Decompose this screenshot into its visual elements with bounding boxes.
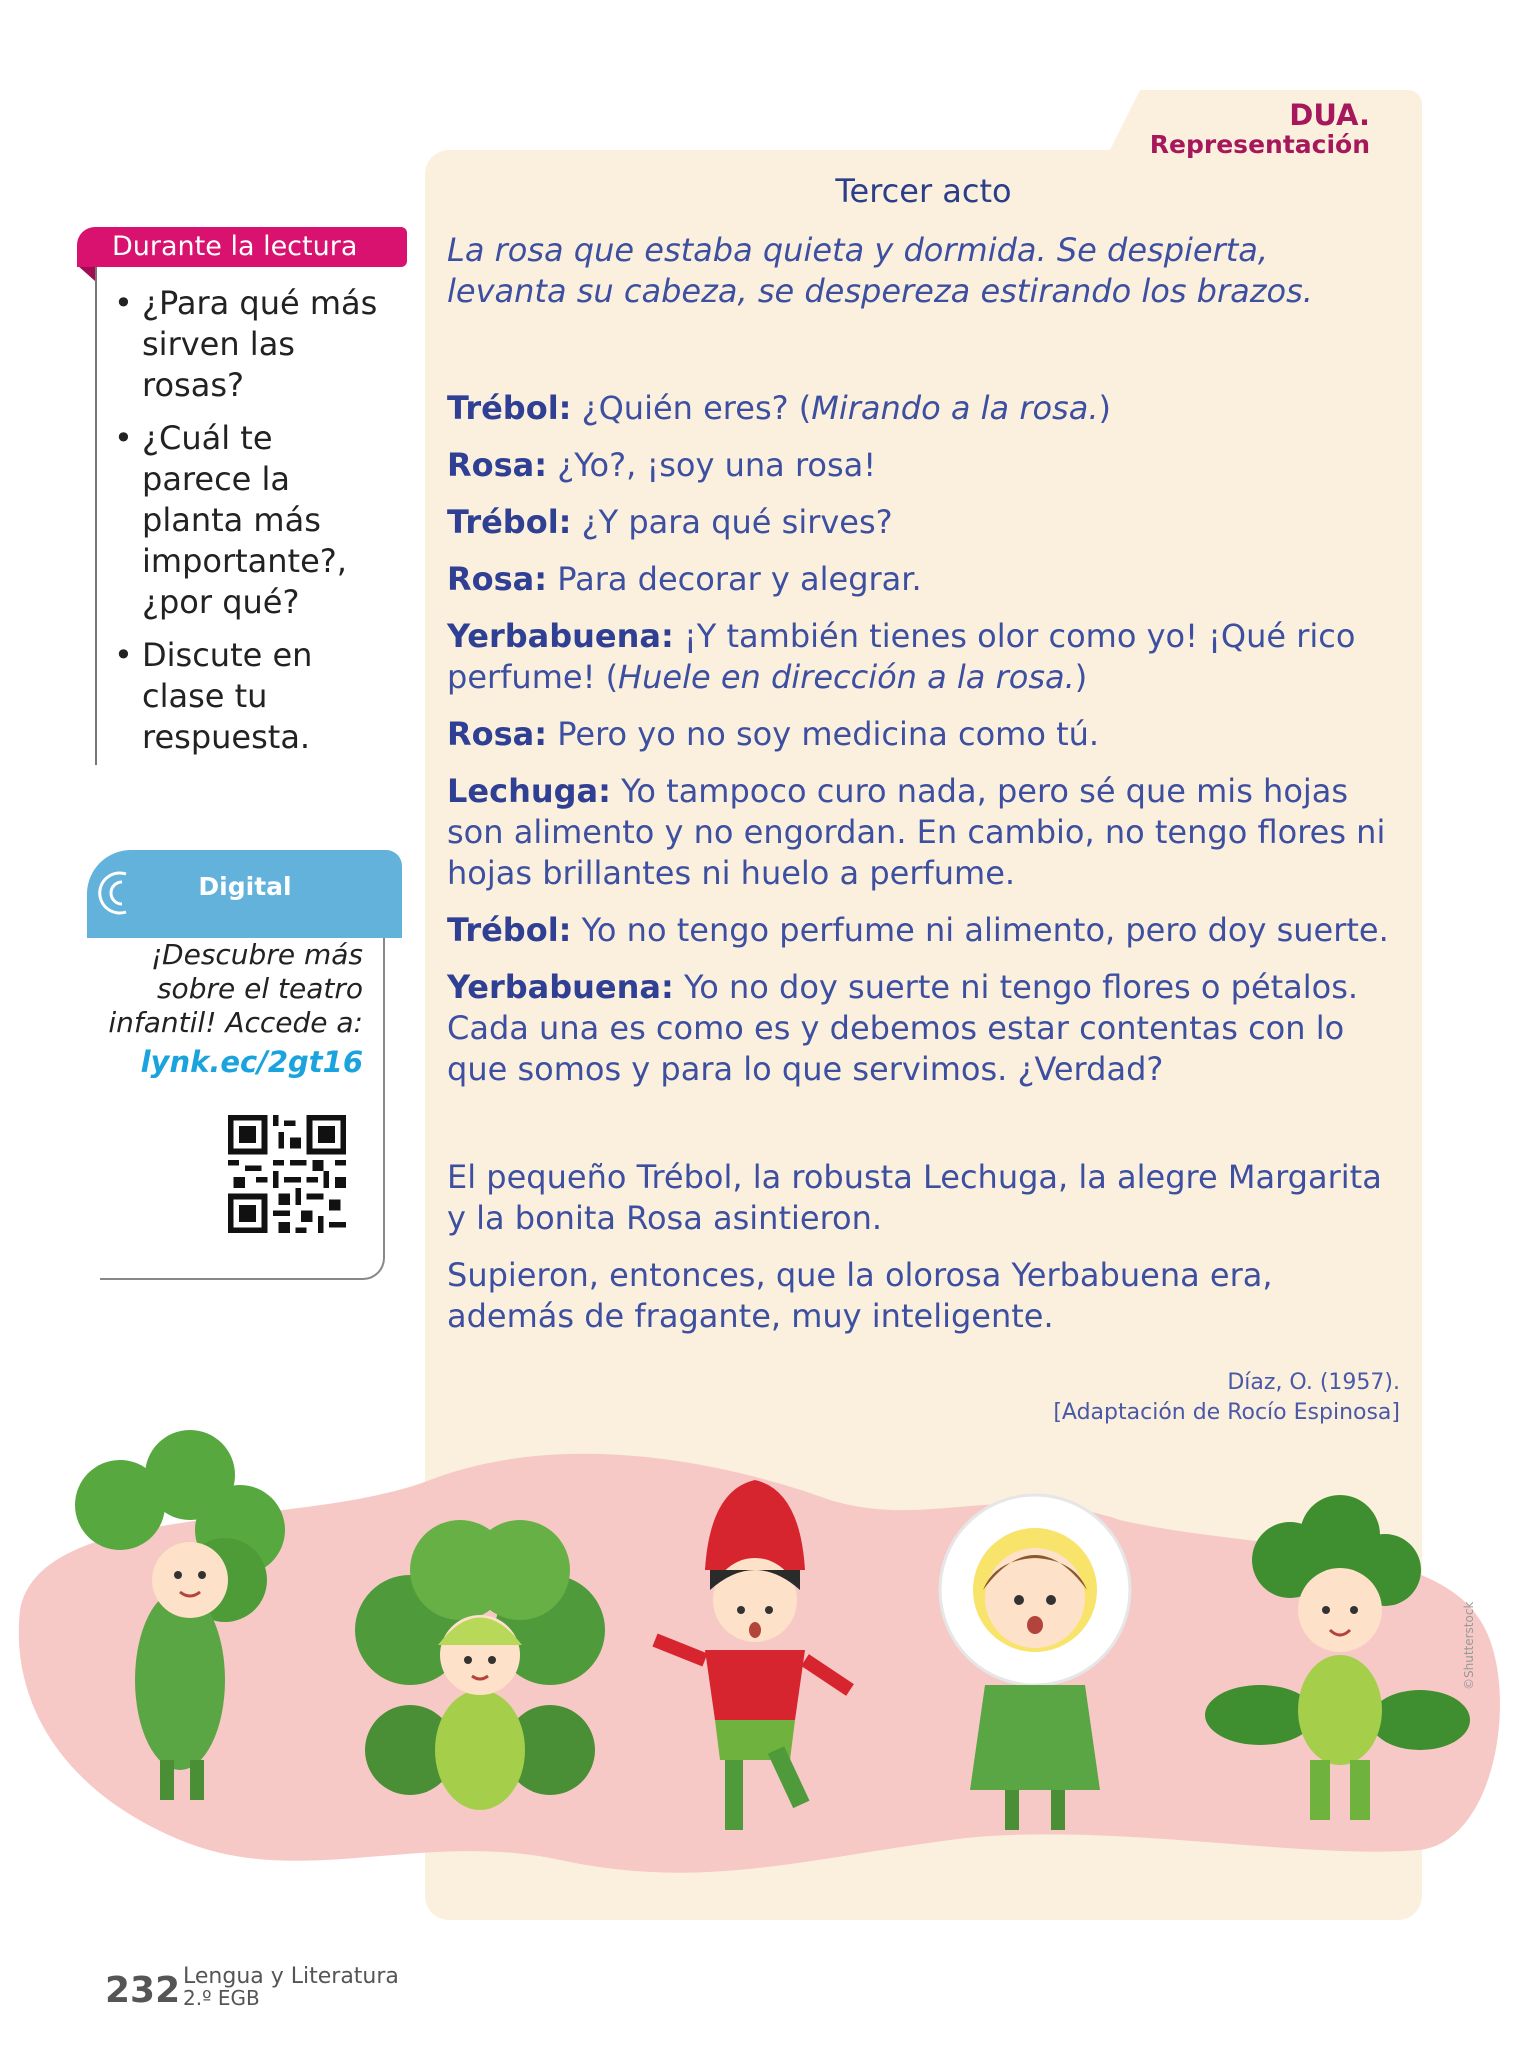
speaker: Lechuga: [447,772,611,810]
line-text: ¿Quién eres? ( [581,389,812,427]
speaker: Yerbabuena: [447,617,674,655]
line-text: Yo no doy suerte ni tengo flores o pétalos. Cada una es como es y debemos estar contentas con lo que somos y para lo que servimos. ¿Verdad? [447,968,1359,1088]
list-item: • Discute en clase tu respuesta. [110,635,380,758]
line-text: Para decorar y alegrar. [557,560,922,598]
plant-children-illustration [0,1420,1536,1900]
dialogue-line [447,388,1407,429]
reading-questions [110,283,380,770]
reading-divider [95,265,97,765]
dialogue-line [447,445,1407,486]
during-reading-label: Durante la lectura [77,227,407,267]
line-text: ¿Yo?, ¡soy una rosa! [557,446,877,484]
dialogue-line [447,502,1407,543]
speaker: Trébol: [447,503,572,541]
closing-paragraph: Supieron, entonces, que la olorosa Yerbabuena era, además de fragante, muy inteligente. [447,1256,1273,1335]
speaker: Trébol: [447,911,572,949]
dialogue [447,388,1407,1106]
line-tail: ) [1098,389,1111,427]
image-credit: ©Shutterstock [1462,1601,1476,1690]
list-item: • ¿Cuál te parece la planta más importante?, ¿por qué? [110,418,380,623]
dialogue-line [447,910,1407,951]
dua-subtitle: Representación [1149,130,1370,159]
speaker: Rosa: [447,560,548,598]
line-text: Pero yo no soy medicina como tú. [557,715,1100,753]
digital-label: Digital [198,872,292,901]
page-number: 232 [105,1970,181,2011]
speaker: Rosa: [447,446,548,484]
dialogue-line [447,771,1407,894]
stage-direction: La rosa que estaba quieta y dormida. Se despierta, levanta su cabeza, se despereza estirando los brazos. [447,231,1313,310]
closing-narration [447,1157,1397,1353]
closing-paragraph: El pequeño Trébol, la robusta Lechuga, la alegre Margarita y la bonita Rosa asintieron. [447,1158,1382,1237]
line-direction: Huele en dirección a la rosa. [618,658,1075,696]
line-text: ¡Y también tienes olor como yo! ¡Qué rico perfume! ( [447,617,1356,696]
act-title: Tercer acto [835,172,1012,210]
credit-author: Díaz, O. (1957). [1227,1370,1400,1395]
line-text: Yo no tengo perfume ni alimento, pero doy suerte. [581,911,1389,949]
source-credit [950,1368,1400,1428]
qr-code-icon[interactable] [228,1115,346,1233]
dialogue-line [447,714,1407,755]
line-tail: ) [1074,658,1088,696]
dialogue-line [447,967,1407,1090]
speaker: Yerbabuena: [447,968,674,1006]
line-text: Yo tampoco curo nada, pero sé que mis hojas son alimento y no engordan. En cambio, no tengo flores ni hojas brillantes ni huelo a perfume. [447,772,1386,892]
credit-adaptation: [Adaptación de Rocío Espinosa] [1053,1400,1400,1425]
speaker: Trébol: [447,389,572,427]
dialogue-line [447,616,1407,698]
speaker: Rosa: [447,715,548,753]
dua-title: DUA. [1289,98,1370,132]
digital-icon [92,866,140,920]
line-direction: Mirando a la rosa. [811,389,1099,427]
digital-description: ¡Descubre más sobre el teatro infantil! Accede a: [108,938,363,1039]
digital-link[interactable]: lynk.ec/2gt16 [140,1045,363,1079]
subject-name: Lengua y Literatura [183,1964,399,1989]
line-text: ¿Y para qué sirves? [581,503,893,541]
grade-level: 2.º EGB [183,1986,260,2010]
list-item: • ¿Para qué más sirven las rosas? [110,283,380,406]
dialogue-line [447,559,1407,600]
label-fold [77,265,95,281]
